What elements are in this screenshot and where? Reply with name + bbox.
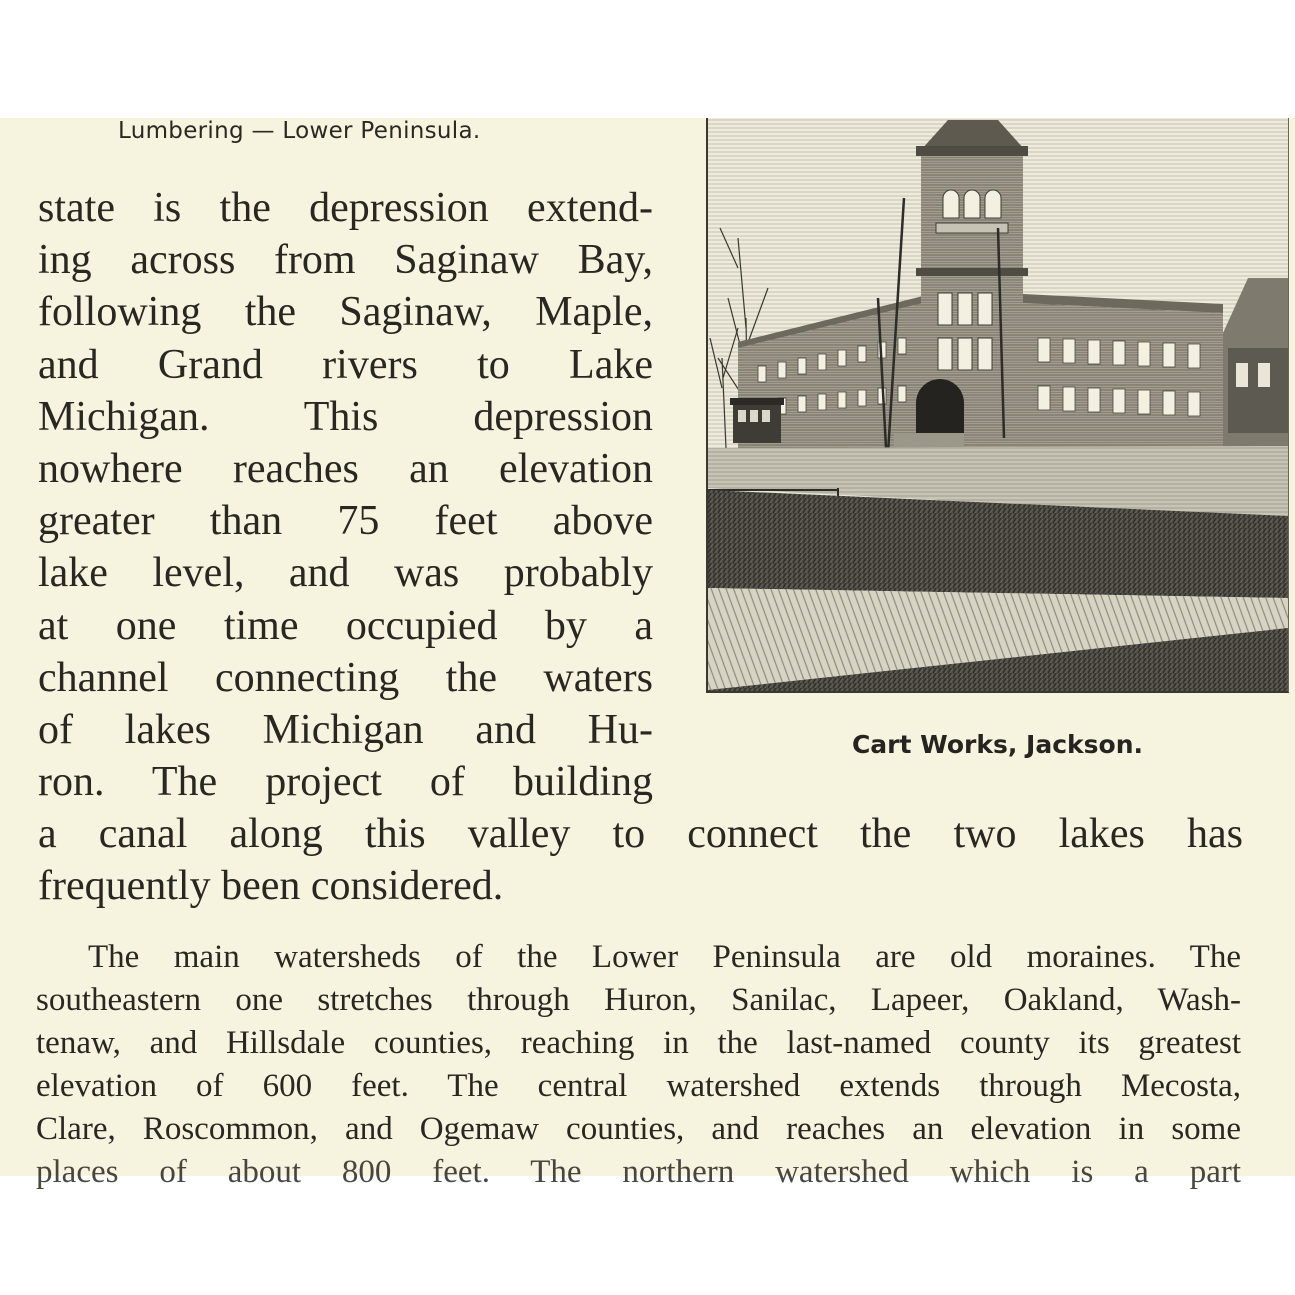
book-page-clipping [0,118,1295,1190]
paragraph-line: and Grand rivers to Lake [38,341,653,388]
paragraph-line: ing across from Saginaw Bay, [38,237,653,284]
paragraph-line: state is the depression extend- [38,185,653,231]
building-engraving-image [706,118,1289,693]
paragraph-two [36,936,1241,1190]
figure-caption: Cart Works, Jackson. [851,730,1144,759]
paragraph-line: frequently been considered. [38,863,504,910]
paragraph-line: Michigan. This depression [38,393,653,440]
paragraph-line: following the Saginaw, Maple, [38,289,653,336]
paragraph-line: lake level, and was probably [38,550,653,597]
paragraph-line: The main watersheds of the Lower Peninsula are old moraines. The [88,939,1241,975]
running-head: Lumbering — Lower Peninsula. [118,118,481,144]
paragraph-line: of lakes Michigan and Hu- [38,706,653,753]
paragraph-line: greater than 75 feet above [38,498,653,545]
paragraph-line: at one time occupied by a [38,602,653,649]
paragraph-line: Clare, Roscommon, and Ogemaw counties, and reaches an elevation in some [36,1111,1241,1147]
paragraph-line: elevation of 600 feet. The central watershed extends through Mecosta, [36,1068,1241,1104]
paragraph-line: tenaw, and Hillsdale counties, reaching in the last-named county its greatest [36,1025,1241,1061]
paragraph-line: a canal along this valley to connect the two lakes has [38,811,1243,858]
paragraph-line: channel connecting the waters [38,654,653,701]
paragraph-line-cut-off: places of about 800 feet. The northern watershed which is a part [36,1154,1241,1190]
paragraph-line: southeastern one stretches through Huron, Sanilac, Lapeer, Oakland, Wash- [36,982,1241,1018]
paragraph-line: ron. The project of building [38,759,653,806]
paragraph-line: nowhere reaches an elevation [38,445,653,492]
